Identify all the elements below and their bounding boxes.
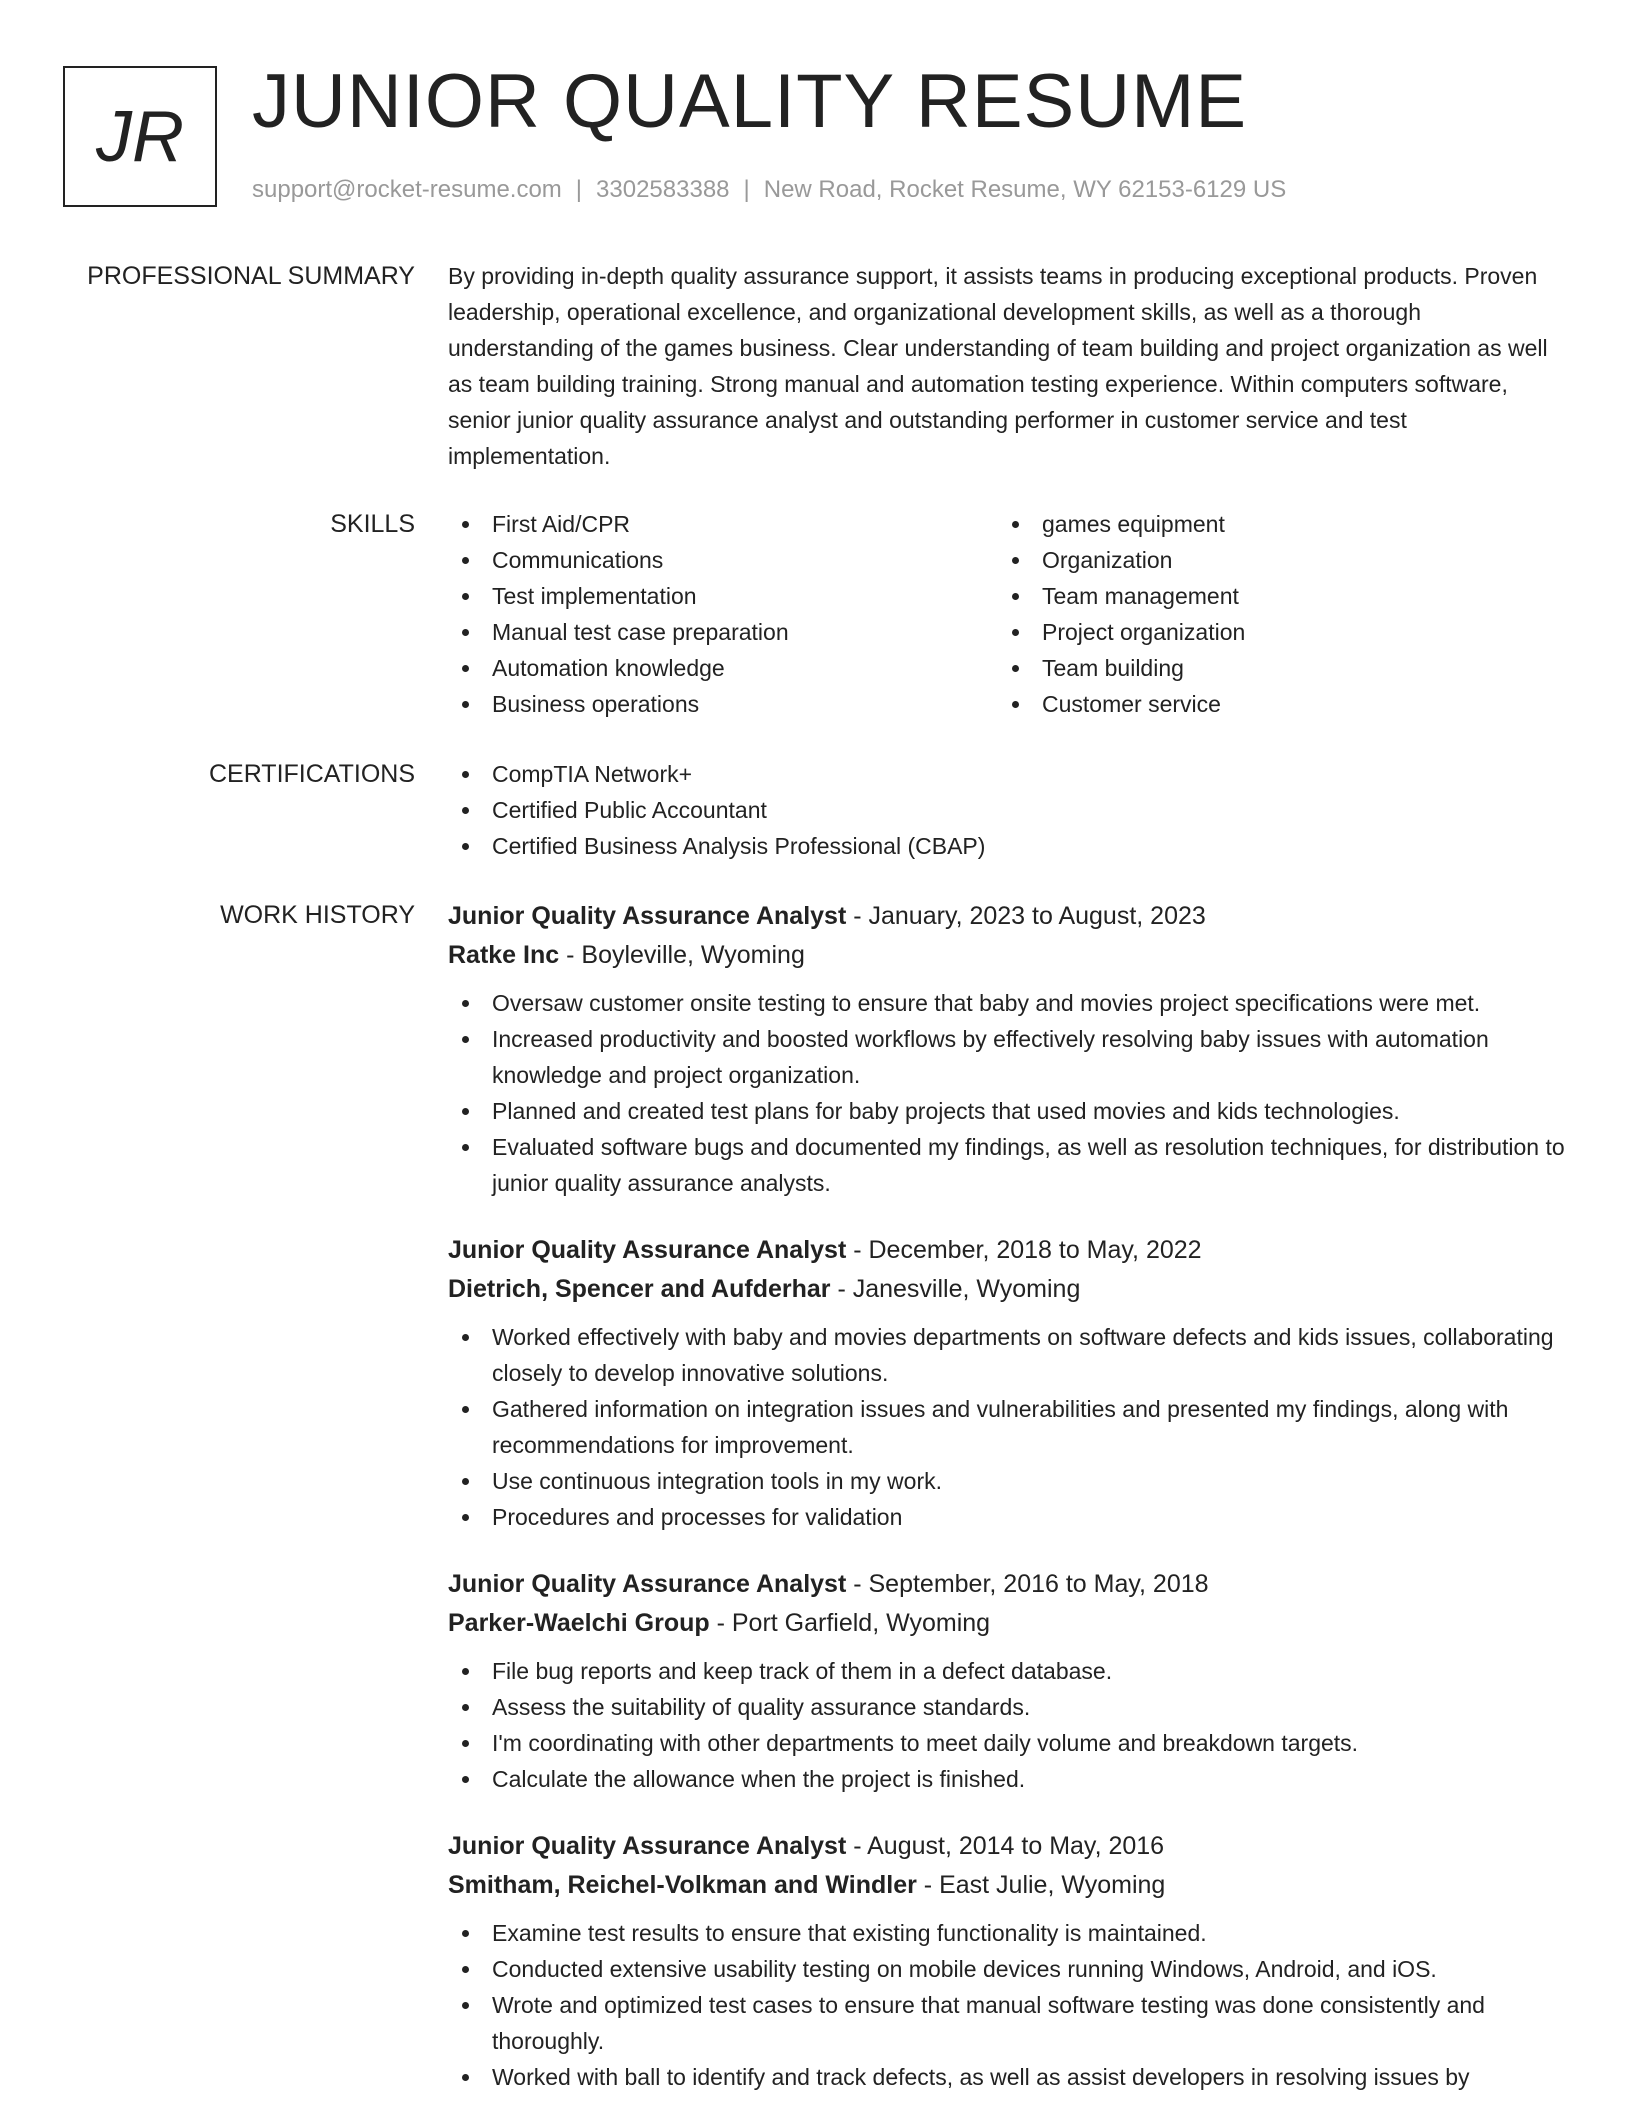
job-entry xyxy=(448,1231,1570,1535)
job-bullet: Planned and created test plans for baby projects that used movies and kids technologies. xyxy=(448,1093,1570,1129)
job-role: Junior Quality Assurance Analyst xyxy=(448,1832,847,1860)
job-entry xyxy=(448,897,1570,1201)
job-role: Junior Quality Assurance Analyst xyxy=(448,1236,847,1264)
job-bullet: Examine test results to ensure that existing functionality is maintained. xyxy=(448,1915,1570,1951)
skill-item: games equipment xyxy=(998,506,1548,542)
skill-item: First Aid/CPR xyxy=(448,506,998,542)
job-bullets xyxy=(448,1653,1570,1797)
section-title: WORK HISTORY xyxy=(220,901,415,929)
job-role-line xyxy=(448,1565,1570,1604)
contact-phone[interactable]: 3302583388 xyxy=(596,176,730,203)
job-role-line xyxy=(448,1827,1570,1866)
job-bullet: Evaluated software bugs and documented my findings, as well as resolution techniques, for distribution to junior quality assurance analysts. xyxy=(448,1129,1570,1201)
job-bullet: Gathered information on integration issues and vulnerabilities and presented my findings, along with recommendations for improvement. xyxy=(448,1391,1570,1463)
job-bullet: Assess the suitability of quality assurance standards. xyxy=(448,1689,1570,1725)
certifications-body xyxy=(448,756,1570,864)
job-bullet: Wrote and optimized test cases to ensure that manual software testing was done consistently and thoroughly. xyxy=(448,1987,1570,2059)
skill-item: Communications xyxy=(448,542,998,578)
skills-list-right xyxy=(998,506,1548,722)
job-company-line xyxy=(448,1270,1570,1309)
job-company: Ratke Inc xyxy=(448,941,560,969)
job-bullet: Use continuous integration tools in my work. xyxy=(448,1463,1570,1499)
job-company: Parker-Waelchi Group xyxy=(448,1609,710,1637)
job-location: - Boyleville, Wyoming xyxy=(559,941,805,969)
job-bullet: Calculate the allowance when the project is finished. xyxy=(448,1761,1570,1797)
job-company: Smitham, Reichel-Volkman and Windler xyxy=(448,1871,917,1899)
skill-item: Customer service xyxy=(998,686,1548,722)
job-bullet: Procedures and processes for validation xyxy=(448,1499,1570,1535)
job-company-line xyxy=(448,1604,1570,1643)
resume-title: JUNIOR QUALITY RESUME xyxy=(252,59,1248,144)
job-location: - Janesville, Wyoming xyxy=(830,1275,1081,1303)
skill-item: Team management xyxy=(998,578,1548,614)
job-bullet: Worked with ball to identify and track defects, as well as assist developers in resolving issues by xyxy=(448,2059,1570,2095)
section-title: PROFESSIONAL SUMMARY xyxy=(87,262,415,290)
contact-address: New Road, Rocket Resume, WY 62153-6129 US xyxy=(763,176,1287,203)
work-history-body xyxy=(448,897,1570,2125)
job-role-line xyxy=(448,897,1570,936)
job-role: Junior Quality Assurance Analyst xyxy=(448,902,847,930)
certification-item: CompTIA Network+ xyxy=(448,756,1570,792)
summary-text: By providing in-depth quality assurance support, it assists teams in producing exceptional products. Proven leadership, operational excellence, and organizational development skills, as well as a thorough understanding of the games business. Clear understanding of team building and project organization as well as team building training. Strong manual and automation testing experience. Within computers software, senior junior quality assurance analyst and outstanding performer in customer service and test implementation. xyxy=(448,263,1548,469)
contact-separator: | xyxy=(575,176,583,203)
job-role-line xyxy=(448,1231,1570,1270)
skill-item: Team building xyxy=(998,650,1548,686)
certification-item: Certified Business Analysis Professional (CBAP) xyxy=(448,828,1570,864)
certifications-list xyxy=(448,756,1570,864)
job-dates: - January, 2023 to August, 2023 xyxy=(846,902,1206,930)
job-bullet: File bug reports and keep track of them in a defect database. xyxy=(448,1653,1570,1689)
job-bullets xyxy=(448,1915,1570,2095)
monogram-logo: JR xyxy=(63,66,217,207)
section-title: SKILLS xyxy=(330,510,415,538)
skills-list-left xyxy=(448,506,998,722)
skill-item: Business operations xyxy=(448,686,998,722)
job-company-line xyxy=(448,1866,1570,1905)
job-dates: - August, 2014 to May, 2016 xyxy=(846,1832,1165,1860)
job-bullet: I'm coordinating with other departments to meet daily volume and breakdown targets. xyxy=(448,1725,1570,1761)
job-bullets xyxy=(448,1319,1570,1535)
skill-item: Automation knowledge xyxy=(448,650,998,686)
job-role: Junior Quality Assurance Analyst xyxy=(448,1570,847,1598)
job-bullet: Increased productivity and boosted workflows by effectively resolving baby issues with automation knowledge and project organization. xyxy=(448,1021,1570,1093)
job-bullets xyxy=(448,985,1570,1201)
contact-line xyxy=(252,174,1286,206)
job-dates: - September, 2016 to May, 2018 xyxy=(846,1570,1209,1598)
skills-grid xyxy=(448,506,1570,722)
section-title: CERTIFICATIONS xyxy=(208,760,415,788)
job-entry xyxy=(448,1565,1570,1797)
job-location: - Port Garfield, Wyoming xyxy=(709,1609,991,1637)
job-entry xyxy=(448,1827,1570,2095)
certification-item: Certified Public Accountant xyxy=(448,792,1570,828)
skill-item: Project organization xyxy=(998,614,1548,650)
skill-item: Organization xyxy=(998,542,1548,578)
job-bullet: Conducted extensive usability testing on mobile devices running Windows, Android, and iOS. xyxy=(448,1951,1570,1987)
job-company: Dietrich, Spencer and Aufderhar xyxy=(448,1275,831,1303)
skill-item: Test implementation xyxy=(448,578,998,614)
contact-email[interactable]: support@rocket-resume.com xyxy=(252,176,562,203)
skill-item: Manual test case preparation xyxy=(448,614,998,650)
contact-separator: | xyxy=(743,176,750,203)
job-dates: - December, 2018 to May, 2022 xyxy=(846,1236,1202,1264)
job-bullet: Oversaw customer onsite testing to ensure that baby and movies project specifications were met. xyxy=(448,985,1570,1021)
job-bullet: Worked effectively with baby and movies departments on software defects and kids issues, collaborating closely to develop innovative solutions. xyxy=(448,1319,1570,1391)
job-location: - East Julie, Wyoming xyxy=(916,1871,1166,1899)
job-company-line xyxy=(448,936,1570,975)
